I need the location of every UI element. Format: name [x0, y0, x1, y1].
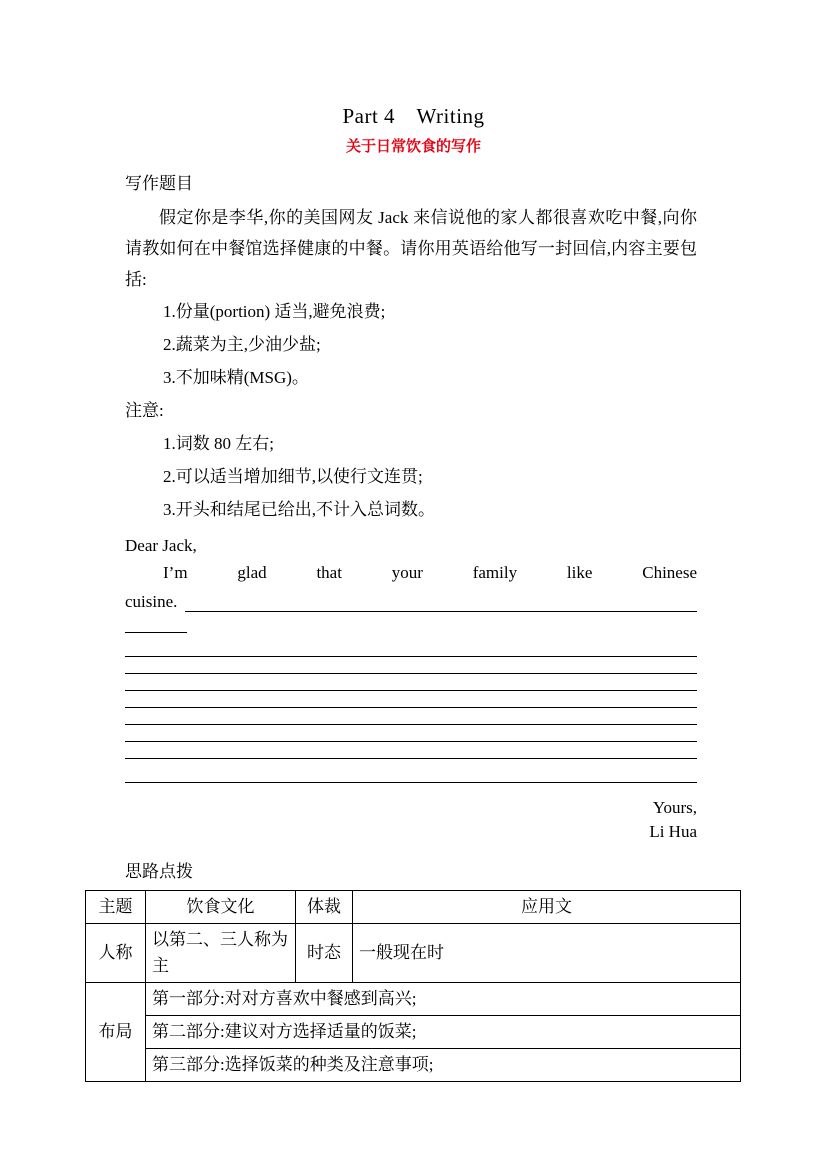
task-note: 3.开头和结尾已给出,不计入总词数。 — [163, 500, 435, 519]
cell-person-label: 人称 — [86, 924, 146, 983]
letter-opening-continued-row — [125, 586, 697, 612]
letter-opening-line: I’m glad that your family like Chinese — [163, 563, 697, 582]
task-heading: 写作题目 — [125, 174, 193, 193]
cell-theme-label: 主题 — [86, 891, 146, 924]
task-notes — [125, 427, 697, 526]
cell-genre-label: 体裁 — [296, 891, 353, 924]
blank-line — [125, 674, 697, 691]
blank-line — [125, 725, 697, 742]
letter-closing: Yours, — [652, 798, 697, 817]
cell-theme-value: 饮食文化 — [146, 891, 296, 924]
blank-line — [125, 657, 697, 674]
cell-genre-value: 应用文 — [353, 891, 741, 924]
task-point: 1.份量(portion) 适当,避免浪费; — [163, 302, 386, 321]
table-row — [86, 924, 741, 983]
blank-line — [125, 766, 697, 783]
letter-template — [125, 534, 697, 844]
cell-person-value: 以第二、三人称为主 — [146, 924, 296, 983]
blank-line — [125, 640, 697, 657]
cell-layout-part3: 第三部分:选择饭菜的种类及注意事项; — [146, 1049, 741, 1082]
task-point: 3.不加味精(MSG)。 — [163, 368, 309, 387]
blank-line — [125, 691, 697, 708]
notes-heading: 注意: — [125, 401, 164, 420]
analysis-heading: 思路点拨 — [125, 862, 193, 881]
letter-signature: Li Hua — [649, 822, 697, 841]
table-row — [86, 1016, 741, 1049]
page-title: Part 4 Writing — [342, 104, 485, 128]
letter-opening-continued: cuisine. — [125, 592, 178, 611]
table-row — [86, 1049, 741, 1082]
table-row — [86, 891, 741, 924]
cell-layout-part1: 第一部分:对对方喜欢中餐感到高兴; — [146, 983, 741, 1016]
letter-salutation: Dear Jack, — [125, 536, 197, 555]
table-row — [86, 983, 741, 1016]
answer-line-short — [125, 612, 187, 633]
cell-layout-label: 布局 — [86, 983, 146, 1082]
task-note: 1.词数 80 左右; — [163, 434, 274, 453]
answer-line — [185, 590, 697, 612]
task-point: 2.蔬菜为主,少油少盐; — [163, 335, 321, 354]
blank-line — [125, 708, 697, 725]
cell-tense-value: 一般现在时 — [353, 924, 741, 983]
task-note: 2.可以适当增加细节,以使行文连贯; — [163, 467, 423, 486]
page-subtitle: 关于日常饮食的写作 — [345, 139, 481, 155]
task-intro-paragraph: 假定你是李华,你的美国网友 Jack 来信说他的家人都很喜欢吃中餐,向你请教如何在中餐馆选择健康的中餐。请你用英语给他写一封回信,内容主要包括: — [125, 208, 697, 289]
cell-layout-part2: 第二部分:建议对方选择适量的饭菜; — [146, 1016, 741, 1049]
blank-line — [125, 742, 697, 759]
cell-tense-label: 时态 — [296, 924, 353, 983]
blank-lines — [125, 640, 697, 783]
task-points — [125, 295, 697, 394]
task-section — [125, 170, 697, 844]
analysis-table — [85, 890, 741, 1082]
